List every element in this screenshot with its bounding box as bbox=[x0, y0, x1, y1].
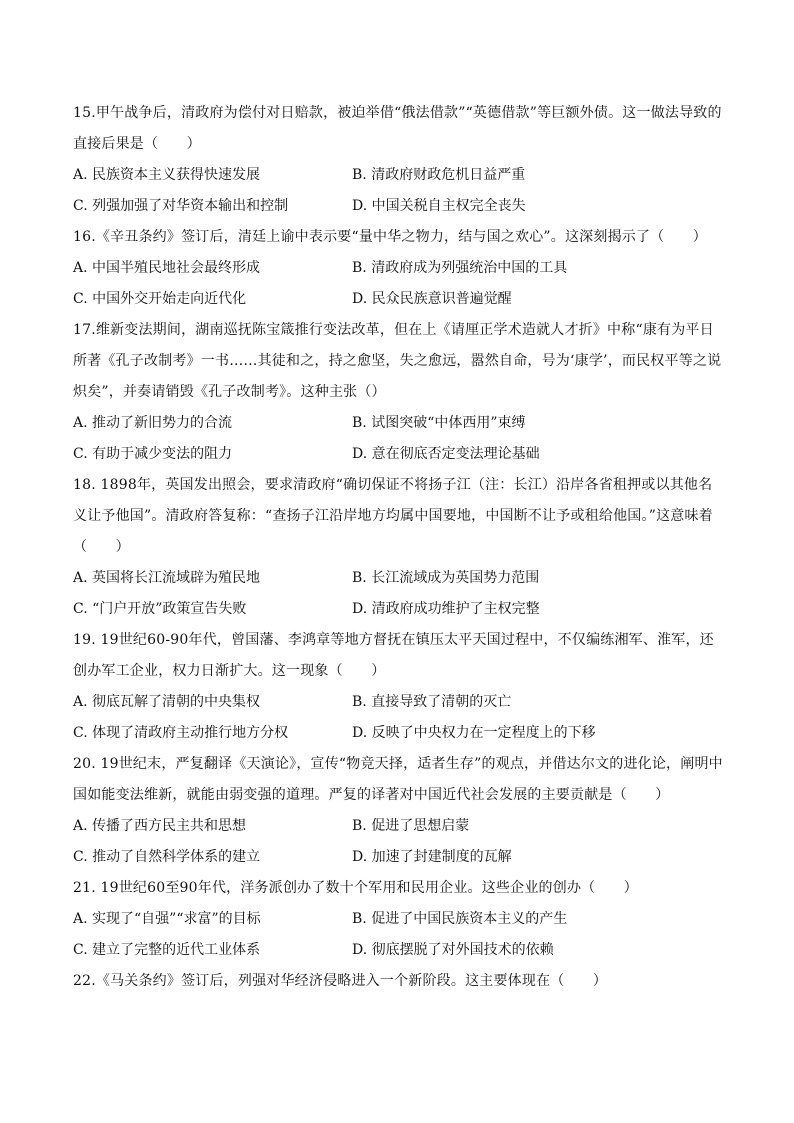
option-d: D. 加速了封建制度的瓦解 bbox=[352, 849, 512, 865]
option-b: B. 直接导致了清朝的灭亡 bbox=[352, 694, 512, 710]
option-row bbox=[73, 935, 723, 966]
question-21 bbox=[73, 873, 723, 966]
option-a: A. 英国将长江流域辟为殖民地 bbox=[73, 570, 261, 586]
option-d: D. 彻底摆脱了对外国技术的依赖 bbox=[352, 942, 554, 958]
option-d: D. 民众民族意识普遍觉醒 bbox=[352, 291, 512, 307]
option-b: B. 试图突破“中体西用”束缚 bbox=[352, 415, 526, 431]
option-b: B. 清政府成为列强统治中国的工具 bbox=[352, 260, 568, 276]
option-row bbox=[73, 439, 723, 470]
option-b: B. 促进了中国民族资本主义的产生 bbox=[352, 911, 568, 927]
option-a: A. 推动了新旧势力的合流 bbox=[73, 415, 233, 431]
option-c: C. 推动了自然科学体系的建立 bbox=[73, 849, 261, 865]
question-15 bbox=[73, 98, 723, 222]
option-row bbox=[73, 811, 723, 842]
option-c: C. “门户开放”政策宣告失败 bbox=[73, 601, 247, 617]
question-stem: 22.《马关条约》签订后，列强对华经济侵略进入一个新阶段。这主要体现在（ ） bbox=[73, 973, 608, 989]
option-c: C. 中国外交开始走向近代化 bbox=[73, 291, 247, 307]
option-c: C. 体现了清政府主动推行地方分权 bbox=[73, 725, 289, 741]
question-19 bbox=[73, 625, 723, 749]
option-row bbox=[73, 408, 723, 439]
option-row bbox=[73, 253, 723, 284]
option-b: B. 促进了思想启蒙 bbox=[352, 818, 470, 834]
option-d: D. 清政府成功维护了主权完整 bbox=[352, 601, 540, 617]
question-stem: 16.《辛丑条约》签订后，清廷上谕中表示要“量中华之物力，结与国之欢心”。这深刻揭示了（ ） bbox=[73, 229, 707, 245]
option-d: D. 反映了中央权力在一定程度上的下移 bbox=[352, 725, 596, 741]
option-row bbox=[73, 284, 723, 315]
option-a: A. 彻底瓦解了清朝的中央集权 bbox=[73, 694, 261, 710]
option-d: D. 意在彻底否定变法理论基础 bbox=[352, 446, 540, 462]
option-row bbox=[73, 594, 723, 625]
option-a: A. 传播了西方民主共和思想 bbox=[73, 818, 247, 834]
option-row bbox=[73, 718, 723, 749]
question-16 bbox=[73, 222, 723, 315]
question-stem: 21. 19世纪60至90年代，洋务派创办了数十个军用和民用企业。这些企业的创办（ ） bbox=[73, 880, 638, 896]
question-list bbox=[73, 98, 723, 997]
question-18 bbox=[73, 470, 723, 625]
question-stem: 20. 19世纪末，严复翻译《天演论》，宣传“物竞天择，适者生存”的观点，并借达尔文的进化论，阐明中国如能变法维新，就能由弱变强的道理。严复的译著对中国近代社会发展的主要贡献是（ ） bbox=[73, 756, 723, 803]
question-20 bbox=[73, 749, 723, 873]
option-c: C. 建立了完整的近代工业体系 bbox=[73, 942, 261, 958]
option-row bbox=[73, 191, 723, 222]
option-c: C. 有助于减少变法的阻力 bbox=[73, 446, 233, 462]
option-b: B. 长江流域成为英国势力范围 bbox=[352, 570, 540, 586]
option-row bbox=[73, 563, 723, 594]
question-stem: 18. 1898年，英国发出照会，要求清政府“确切保证不将扬子江（注：长江）沿岸各省租押或以其他名义让予他国”。清政府答复称：“查扬子江沿岸地方均属中国要地，中国断不让予或租给他国。”这意味着（ ） bbox=[73, 477, 713, 555]
question-17 bbox=[73, 315, 723, 470]
question-22 bbox=[73, 966, 723, 997]
option-row bbox=[73, 160, 723, 191]
option-c: C. 列强加强了对华资本输出和控制 bbox=[73, 198, 289, 214]
option-b: B. 清政府财政危机日益严重 bbox=[352, 167, 526, 183]
option-row bbox=[73, 687, 723, 718]
question-stem: 19. 19世纪60-90年代，曾国藩、李鸿章等地方督抚在镇压太平天国过程中，不仅编练湘军、淮军，还创办军工企业，权力日渐扩大。这一现象（ ） bbox=[73, 632, 714, 679]
option-a: A. 实现了“自强”“求富”的目标 bbox=[73, 911, 261, 927]
option-a: A. 民族资本主义获得快速发展 bbox=[73, 167, 261, 183]
option-a: A. 中国半殖民地社会最终形成 bbox=[73, 260, 261, 276]
option-d: D. 中国关税自主权完全丧失 bbox=[352, 198, 526, 214]
option-row bbox=[73, 842, 723, 873]
option-row bbox=[73, 904, 723, 935]
question-stem: 17.维新变法期间，湖南巡抚陈宝箴推行变法改革，但在上《请厘正学术造就人才折》中称“康有为平日所著《孔子改制考》一书……其徒和之，持之愈坚，失之愈远，嚣然自命，号为‘康学’，而民权平等之说炽矣”，并奏请销毁《孔子改制考》。这种主张（） bbox=[73, 322, 722, 400]
question-stem: 15.甲午战争后，清政府为偿付对日赔款，被迫举借“俄法借款”“英德借款”等巨额外债。这一做法导致的直接后果是（ ） bbox=[73, 105, 722, 152]
